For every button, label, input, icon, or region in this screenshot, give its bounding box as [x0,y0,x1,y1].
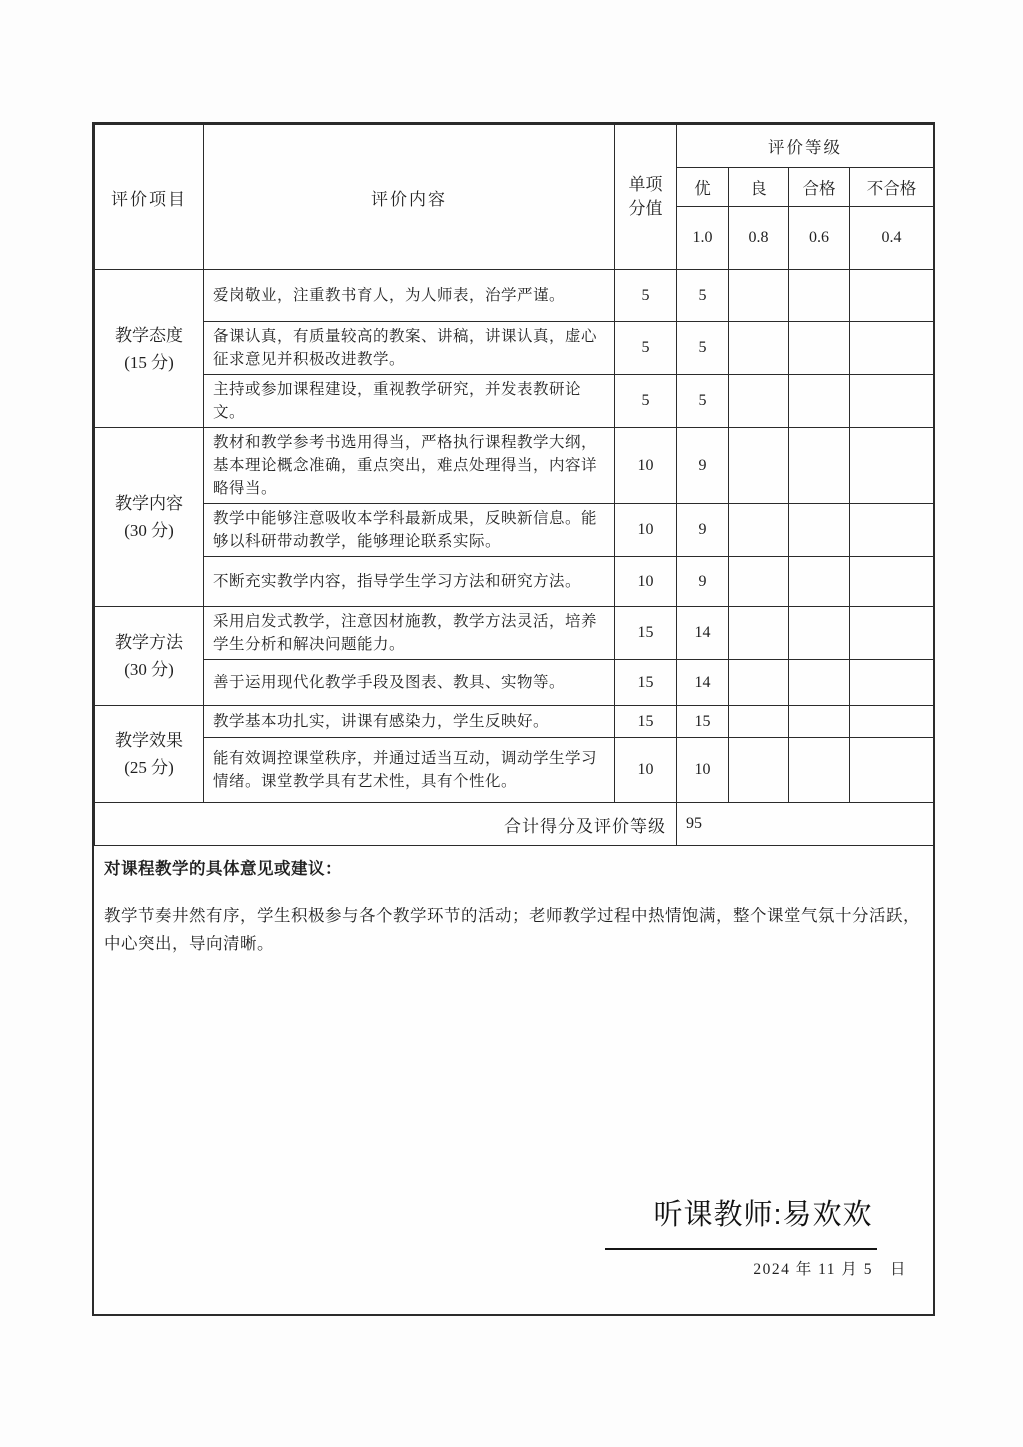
score-fail [850,504,934,557]
criterion-text: 爱岗敬业，注重教书育人，为人师表，治学严谨。 [204,270,615,322]
score-good [729,322,789,375]
criterion-text: 善于运用现代化教学手段及图表、教具、实物等。 [204,660,615,706]
score-pass [789,504,850,557]
score-fail [850,375,934,428]
criterion-row [95,660,934,706]
score-excellent: 14 [677,660,729,706]
criterion-text: 教学中能够注意吸收本学科最新成果，反映新信息。能够以科研带动教学，能够理论联系实际。 [204,504,615,557]
score-excellent: 9 [677,504,729,557]
score-excellent: 5 [677,322,729,375]
item-max-score: 5 [615,270,677,322]
header-grade-weight-2: 0.8 [729,207,789,270]
score-pass [789,428,850,504]
item-max-score: 5 [615,322,677,375]
score-pass [789,557,850,607]
comments-heading: 对课程教学的具体意见或建议： [104,860,342,878]
score-fail [850,660,934,706]
header-evaluation-content: 评价内容 [204,125,615,270]
score-good [729,428,789,504]
header-grade-weight-3: 0.6 [789,207,850,270]
criterion-row [95,322,934,375]
criterion-row [95,557,934,607]
item-max-score: 10 [615,504,677,557]
signature-teacher-name: 听课教师:易欢欢 [653,1199,873,1231]
score-excellent: 5 [677,375,729,428]
total-label: 合计得分及评价等级 [95,803,677,846]
section-label: 教学方法 (30 分) [95,607,204,706]
criterion-row [95,706,934,738]
score-good [729,557,789,607]
item-max-score: 5 [615,375,677,428]
item-max-score: 10 [615,557,677,607]
comments-text: 教学节奏井然有序，学生积极参与各个教学环节的活动；老师教学过程中热情饱满，整个课堂气氛十分活跃，中心突出，导向清晰。 [104,906,920,953]
section-label: 教学态度 (15 分) [95,270,204,428]
criterion-text: 能有效调控课堂秩序，并通过适当互动，调动学生学习情绪。课堂教学具有艺术性，具有个性化。 [204,738,615,803]
score-excellent: 10 [677,738,729,803]
score-fail [850,428,934,504]
signature-date: 2024 年 11 月 5 日 [753,1261,907,1278]
score-fail [850,270,934,322]
score-good [729,607,789,660]
signature-line [605,1248,877,1250]
criterion-text: 备课认真，有质量较高的教案、讲稿，讲课认真，虚心征求意见并积极改进教学。 [204,322,615,375]
score-fail [850,557,934,607]
header-grade-weight-4: 0.4 [850,207,934,270]
criteria-rows [95,270,934,803]
criterion-row [95,504,934,557]
score-pass [789,375,850,428]
item-max-score: 10 [615,738,677,803]
criterion-text: 教材和教学参考书选用得当，严格执行课程教学大纲，基本理论概念准确，重点突出，难点处理得当，内容详略得当。 [204,428,615,504]
score-pass [789,270,850,322]
score-excellent: 14 [677,607,729,660]
score-excellent: 5 [677,270,729,322]
criterion-text: 不断充实教学内容，指导学生学习方法和研究方法。 [204,557,615,607]
criterion-row [95,738,934,803]
score-fail [850,322,934,375]
criterion-row [95,270,934,322]
score-fail [850,738,934,803]
score-pass [789,738,850,803]
evaluation-form [92,122,935,1316]
score-fail [850,706,934,738]
item-max-score: 15 [615,706,677,738]
header-grade-4: 不合格 [850,168,934,207]
score-good [729,706,789,738]
total-row [95,803,934,846]
header-grade-group: 评价等级 [677,125,934,168]
score-good [729,504,789,557]
score-fail [850,607,934,660]
criterion-row [95,607,934,660]
score-excellent: 9 [677,557,729,607]
section-label: 教学效果 (25 分) [95,706,204,803]
header-grade-1: 优 [677,168,729,207]
score-pass [789,660,850,706]
comments-section [94,846,933,1314]
score-good [729,660,789,706]
item-max-score: 15 [615,607,677,660]
score-good [729,270,789,322]
criterion-text: 教学基本功扎实，讲课有感染力，学生反映好。 [204,706,615,738]
score-excellent: 9 [677,428,729,504]
item-max-score: 15 [615,660,677,706]
score-pass [789,706,850,738]
score-pass [789,322,850,375]
evaluation-table [94,124,934,846]
criterion-row [95,428,934,504]
header-grade-3: 合格 [789,168,850,207]
criterion-text: 主持或参加课程建设，重视教学研究，并发表教研论文。 [204,375,615,428]
criterion-row [95,375,934,428]
header-evaluation-item: 评价项目 [95,125,204,270]
total-score-value: 95 [677,803,934,846]
score-good [729,375,789,428]
criterion-text: 采用启发式教学，注意因材施教，教学方法灵活，培养学生分析和解决问题能力。 [204,607,615,660]
score-pass [789,607,850,660]
score-excellent: 15 [677,706,729,738]
header-item-score: 单项分值 [615,125,677,270]
section-label: 教学内容 (30 分) [95,428,204,607]
table-header [95,125,934,270]
header-grade-2: 良 [729,168,789,207]
item-max-score: 10 [615,428,677,504]
signature-block [617,1192,909,1279]
score-good [729,738,789,803]
header-grade-weight-1: 1.0 [677,207,729,270]
